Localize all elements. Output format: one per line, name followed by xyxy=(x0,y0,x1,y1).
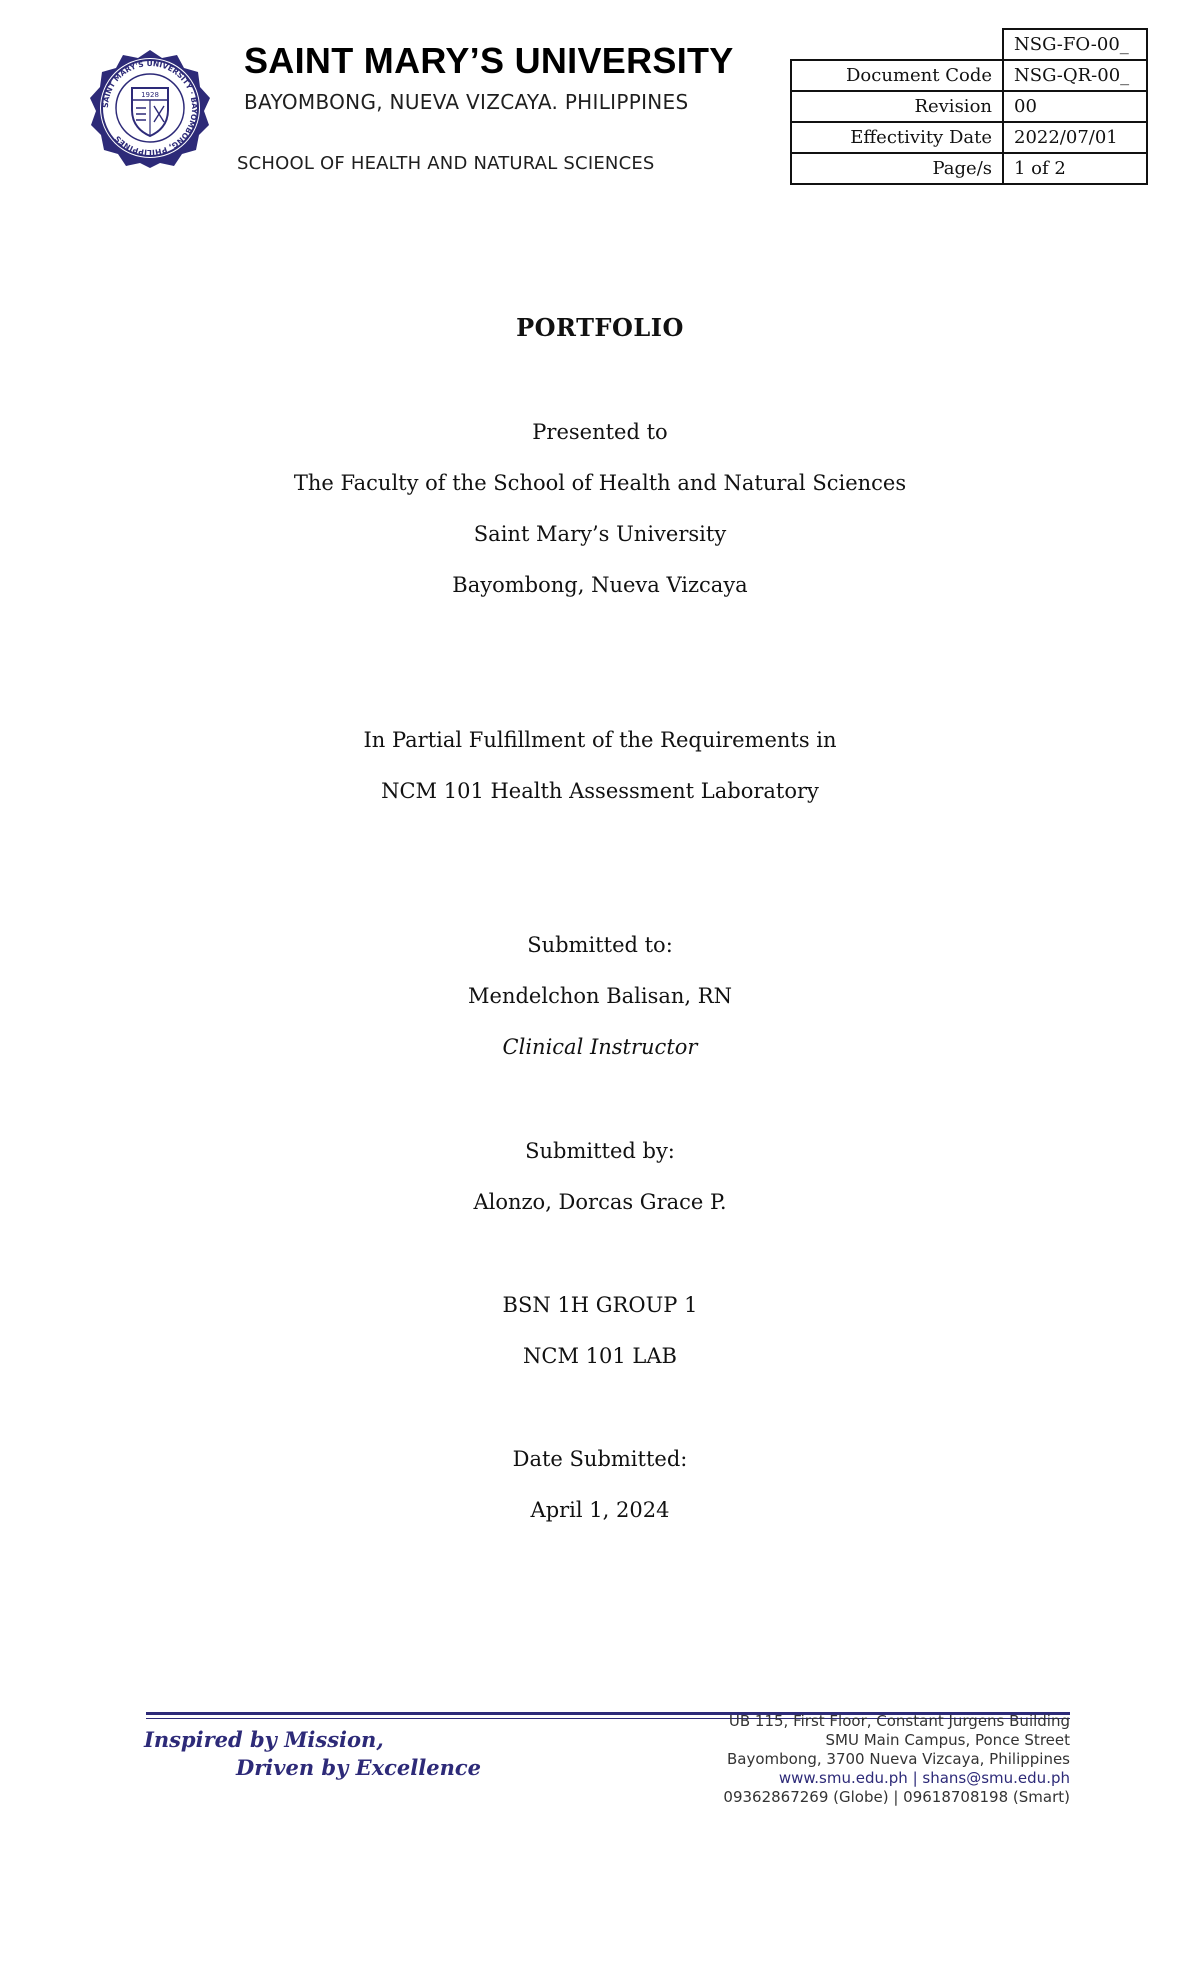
doc-control-row xyxy=(791,122,1147,153)
doc-control-label: Document Code xyxy=(791,60,1003,91)
doc-control-label: Revision xyxy=(791,91,1003,122)
footer-web-email: www.smu.edu.ph | shans@smu.edu.ph xyxy=(778,1769,1070,1787)
university-seal-logo xyxy=(88,48,212,168)
footer-address-line: Bayombong, 3700 Nueva Vizcaya, Philippines xyxy=(727,1750,1070,1768)
doc-control-row xyxy=(791,91,1147,122)
fulfillment-line: In Partial Fulfillment of the Requirements in xyxy=(363,728,837,752)
date-submitted-label: Date Submitted: xyxy=(512,1447,688,1471)
submitted-to-label: Submitted to: xyxy=(527,933,673,957)
course-line: NCM 101 Health Assessment Laboratory xyxy=(381,779,819,803)
doc-control-value: NSG-QR-00_ xyxy=(1003,60,1147,91)
footer-address-block xyxy=(723,1712,1070,1807)
date-submitted: April 1, 2024 xyxy=(530,1498,670,1522)
doc-control-row xyxy=(791,60,1147,91)
doc-control-value: 2022/07/01 xyxy=(1003,122,1147,153)
doc-control-row xyxy=(791,29,1147,60)
doc-control-form-code: NSG-FO-00_ xyxy=(1003,29,1147,60)
footer-phones: 09362867269 (Globe) | 09618708198 (Smart) xyxy=(723,1788,1070,1806)
university-name: SAINT MARY’S UNIVERSITY xyxy=(244,40,734,81)
footer-address-line: UB 115, First Floor, Constant Jurgens Building xyxy=(728,1712,1070,1730)
subject-line: NCM 101 LAB xyxy=(523,1344,677,1368)
tagline-excellence: Driven by Excellence xyxy=(236,1755,481,1780)
document-control-table xyxy=(790,28,1148,185)
instructor-name: Mendelchon Balisan, RN xyxy=(468,984,732,1008)
doc-control-label: Page/s xyxy=(791,153,1003,184)
document-title: PORTFOLIO xyxy=(516,313,684,342)
footer-address-line: SMU Main Campus, Ponce Street xyxy=(825,1731,1070,1749)
student-name: Alonzo, Dorcas Grace P. xyxy=(473,1190,727,1214)
tagline-mission: Inspired by Mission, xyxy=(144,1727,384,1752)
university-line: Saint Mary’s University xyxy=(473,522,727,546)
section-line: BSN 1H GROUP 1 xyxy=(502,1293,698,1317)
submitted-by-label: Submitted by: xyxy=(525,1139,675,1163)
doc-control-value: 00 xyxy=(1003,91,1147,122)
doc-control-label: Effectivity Date xyxy=(791,122,1003,153)
seal-ring-text: SAINT MARY'S UNIVERSITY · BAYOMBONG, PHILIPPINES xyxy=(100,58,200,158)
presented-to-label: Presented to xyxy=(532,420,668,444)
doc-control-row xyxy=(791,153,1147,184)
university-location: BAYOMBONG, NUEVA VIZCAYA. PHILIPPINES xyxy=(244,90,689,114)
doc-control-blank-cell xyxy=(791,29,1003,60)
seal-year: 1928 xyxy=(141,91,159,99)
school-name: SCHOOL OF HEALTH AND NATURAL SCIENCES xyxy=(237,153,655,174)
faculty-line: The Faculty of the School of Health and Natural Sciences xyxy=(293,471,907,495)
doc-control-value: 1 of 2 xyxy=(1003,153,1147,184)
address-line: Bayombong, Nueva Vizcaya xyxy=(452,573,748,597)
instructor-title: Clinical Instructor xyxy=(502,1035,698,1059)
